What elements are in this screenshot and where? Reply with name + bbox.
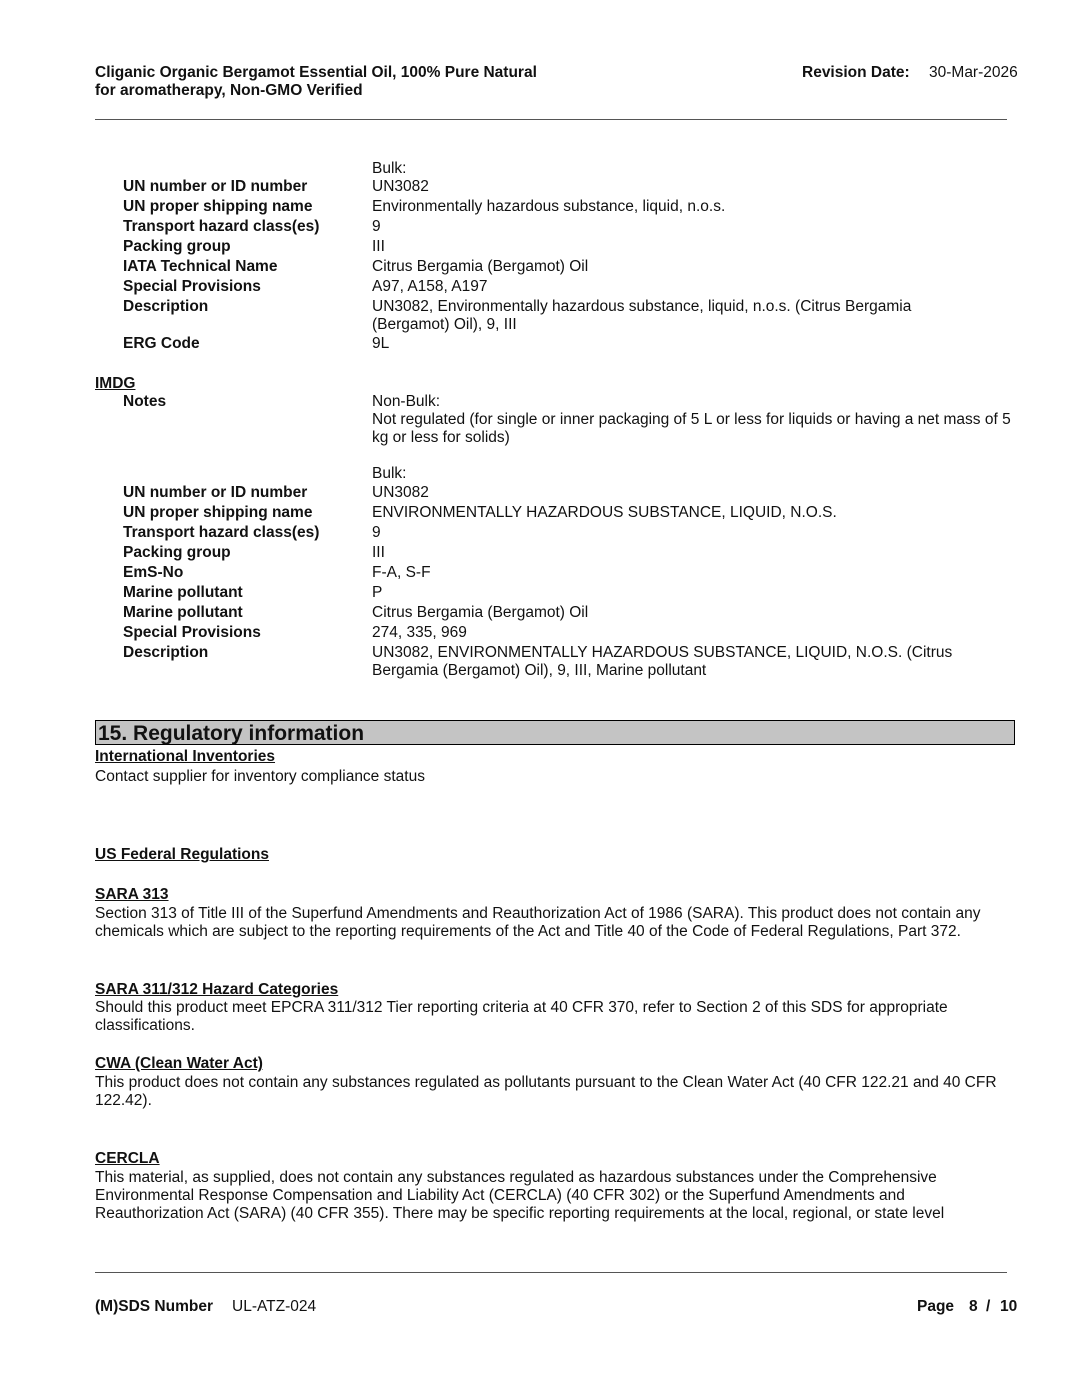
imdg-row (123, 564, 1003, 584)
iata-erg-value: 9L (372, 335, 390, 352)
row-label: Packing group (123, 544, 231, 561)
imdg-row (123, 544, 1003, 564)
page-current: 8 (969, 1298, 978, 1315)
row-value: P (372, 584, 383, 601)
iata-row (123, 218, 1003, 238)
imdg-nonbulk-text: Not regulated (for single or inner packaging of 5 L or less for liquids or having a net mass of 5 kg or less for solids) (372, 411, 1011, 446)
imdg-heading: IMDG (95, 375, 136, 392)
footer-divider (95, 1272, 1007, 1273)
iata-description-label: Description (123, 298, 209, 315)
iata-bulk-label: Bulk: (372, 160, 407, 177)
imdg-row (123, 524, 1003, 544)
revision-date-value: 30-Mar-2026 (929, 64, 1018, 81)
row-value: Environmentally hazardous substance, liquid, n.o.s. (372, 198, 726, 215)
cwa-heading: CWA (Clean Water Act) (95, 1055, 263, 1072)
iata-row (123, 258, 1003, 278)
imdg-notes-label: Notes (123, 393, 167, 410)
sara311-heading: SARA 311/312 Hazard Categories (95, 981, 339, 998)
row-value: 9 (372, 524, 381, 541)
sara313-heading: SARA 313 (95, 886, 169, 903)
row-label: EmS-No (123, 564, 184, 581)
sds-number-value: UL-ATZ-024 (232, 1298, 317, 1315)
iata-row (123, 278, 1003, 298)
intl-inventories-text: Contact supplier for inventory compliance status (95, 768, 425, 785)
row-label: Packing group (123, 238, 231, 255)
iata-row (123, 238, 1003, 258)
cwa-text: This product does not contain any substances regulated as pollutants pursuant to the Clean Water Act (40 CFR 122.21 and 40 CFR 122.42). (95, 1074, 997, 1109)
row-label: Transport hazard class(es) (123, 218, 320, 235)
product-name-line1: Cliganic Organic Bergamot Essential Oil, 100% Pure Natural (95, 64, 537, 81)
revision-date-label: Revision Date: (802, 64, 910, 81)
imdg-row (123, 584, 1003, 604)
row-value: 274, 335, 969 (372, 624, 467, 641)
imdg-bulk-label: Bulk: (372, 465, 407, 482)
imdg-row (123, 624, 1003, 644)
iata-row (123, 178, 1003, 198)
row-value: Citrus Bergamia (Bergamot) Oil (372, 258, 589, 275)
row-value: A97, A158, A197 (372, 278, 488, 295)
row-value: UN3082 (372, 484, 429, 501)
row-label: Transport hazard class(es) (123, 524, 320, 541)
sds-number-label: (M)SDS Number (95, 1298, 213, 1315)
cercla-text: This material, as supplied, does not contain any substances regulated as hazardous substances under the Comprehensive Environmental Response Compensation and Liability Act (CERCLA) (40 CFR 302) or the Superfund Amendments and Reauthorization Act (SARA) (40 CFR 355). There may be specific reporting requirements at the local, regional, or state level (95, 1169, 945, 1222)
imdg-row (123, 504, 1003, 524)
row-value: Citrus Bergamia (Bergamot) Oil (372, 604, 589, 621)
intl-inventories-heading: International Inventories (95, 748, 276, 765)
row-value: III (372, 238, 385, 255)
imdg-description-label: Description (123, 644, 209, 661)
page-total: 10 (1000, 1298, 1018, 1315)
section-15-title: 15. Regulatory information (98, 722, 365, 745)
row-label: Marine pollutant (123, 584, 243, 601)
row-label: UN number or ID number (123, 178, 308, 195)
row-value: 9 (372, 218, 381, 235)
sara311-text: Should this product meet EPCRA 311/312 Tier reporting criteria at 40 CFR 370, refer to Section 2 of this SDS for appropriate classifications. (95, 999, 948, 1034)
row-value: III (372, 544, 385, 561)
row-value: F-A, S-F (372, 564, 431, 581)
row-label: UN proper shipping name (123, 198, 313, 215)
product-name-line2: for aromatherapy, Non-GMO Verified (95, 82, 363, 99)
imdg-row (123, 604, 1003, 624)
us-federal-heading: US Federal Regulations (95, 846, 269, 863)
row-label: Marine pollutant (123, 604, 243, 621)
iata-description-value: UN3082, Environmentally hazardous substance, liquid, n.o.s. (Citrus Bergamia (Bergamot) Oil), 9, III (372, 298, 912, 333)
iata-erg-label: ERG Code (123, 335, 200, 352)
row-label: IATA Technical Name (123, 258, 278, 275)
header-divider (95, 119, 1007, 120)
page-separator: / (986, 1298, 991, 1315)
page-label: Page (917, 1298, 955, 1315)
imdg-description-value: UN3082, ENVIRONMENTALLY HAZARDOUS SUBSTANCE, LIQUID, N.O.S. (Citrus Bergamia (Bergamot) Oil), 9, III, Marine pollutant (372, 644, 953, 679)
row-value: UN3082 (372, 178, 429, 195)
row-label: UN proper shipping name (123, 504, 313, 521)
row-label: Special Provisions (123, 278, 261, 295)
row-label: UN number or ID number (123, 484, 308, 501)
imdg-row (123, 484, 1003, 504)
iata-row (123, 198, 1003, 218)
section-15-header (95, 720, 1015, 745)
row-value: ENVIRONMENTALLY HAZARDOUS SUBSTANCE, LIQUID, N.O.S. (372, 504, 837, 521)
row-label: Special Provisions (123, 624, 261, 641)
sara313-text: Section 313 of Title III of the Superfund Amendments and Reauthorization Act of 1986 (SARA). This product does not contain any chemicals which are subject to the reporting requirements of the Act and Title 40 of the Code of Federal Regulations, Part 372. (95, 905, 981, 940)
cercla-heading: CERCLA (95, 1150, 160, 1167)
imdg-nonbulk-label: Non-Bulk: (372, 393, 441, 410)
